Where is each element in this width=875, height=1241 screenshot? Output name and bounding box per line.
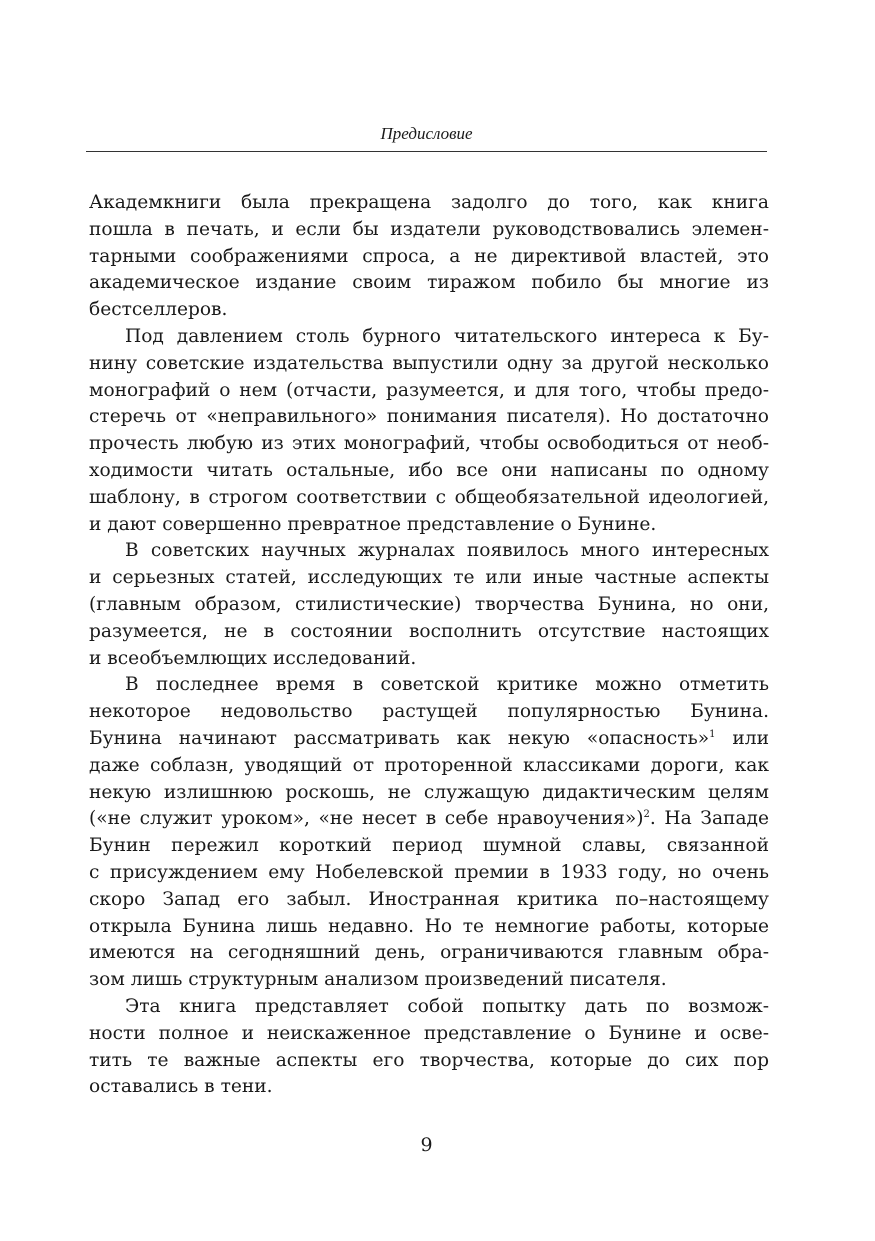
text-line-content: открыла Бунина лишь недавно. Но те немногие работы, которые (89, 915, 769, 937)
text-line-content: прочесть любую из этих монографий, чтобы освободиться от необ- (89, 433, 769, 455)
text-line-content: некую излишнюю роскошь, не служащую дидактическим целям (89, 781, 769, 803)
text-line-content: и всеобъемлющих исследований. (89, 647, 417, 669)
text-line (89, 887, 769, 914)
running-title: Предисловие (380, 124, 473, 143)
text-line-tail: или (715, 727, 769, 749)
text-line (89, 324, 769, 351)
text-line (89, 914, 769, 941)
text-line-content: (главным образом, стилистические) творчества Бунина, но они, (89, 593, 769, 615)
text-line (89, 1048, 769, 1075)
text-line-content: В советских научных журналах появилось много интересных (125, 540, 769, 562)
text-line (89, 753, 769, 780)
text-line-content: зом лишь структурным анализом произведений писателя. (89, 969, 667, 991)
text-line-content: Под давлением столь бурного читательского интереса к Бу- (125, 325, 769, 347)
text-line-content: тарными соображениями спроса, а не директивой властей, это (89, 245, 769, 267)
text-line-content: Бунина начинают рассматривать как некую «опасность» (89, 727, 710, 749)
footnote-marker: 1 (709, 728, 716, 740)
text-line-content: нину советские издательства выпустили одну за другой несколько (89, 352, 769, 374)
text-line-content: и серьезных статей, исследующих те или иные частные аспекты (89, 567, 769, 589)
text-line-content: некоторое недовольство растущей популярностью Бунина. (89, 701, 769, 723)
text-line (89, 646, 769, 673)
text-line-content: Эта книга представляет собой попытку дать по возмож- (125, 995, 769, 1017)
text-line (89, 726, 769, 753)
text-line-content: ности полное и неискаженное представление о Бунине и осве- (89, 1022, 769, 1044)
text-line-content: Академкниги была прекращена задолго до того, как книга (89, 192, 769, 213)
text-line (89, 994, 769, 1021)
text-line (89, 1074, 769, 1101)
text-line-content: и дают совершенно превратное представление о Бунине. (89, 513, 657, 535)
text-line (89, 619, 769, 646)
text-line-content: В последнее время в советской критике можно отметить (125, 674, 769, 696)
text-line (89, 699, 769, 726)
text-line (89, 512, 769, 539)
body-text (89, 190, 769, 1101)
text-line (89, 538, 769, 565)
text-line-content: пошла в печать, и если бы издатели руководствовались элемен- (89, 218, 769, 240)
text-line (89, 431, 769, 458)
text-line (89, 1021, 769, 1048)
text-line-content: шаблону, в строгом соответствии с общеобязательной идеологией, (89, 486, 769, 508)
text-line (89, 940, 769, 967)
text-line-content: («не служит уроком», «не несет в себе нравоучения») (89, 808, 644, 830)
text-line (89, 404, 769, 431)
text-line (89, 351, 769, 378)
text-line-content: скоро Запад его забыл. Иностранная критика по–настоящему (89, 888, 769, 910)
text-line (89, 780, 769, 807)
text-line (89, 672, 769, 699)
text-line-content: монографий о нем (отчасти, разумеется, и для того, чтобы предо- (89, 379, 769, 401)
text-line-content: бестселлеров. (89, 299, 228, 321)
text-line (89, 270, 769, 297)
text-line-content: Бунин пережил короткий период шумной славы, связанной (89, 835, 769, 857)
text-line (89, 833, 769, 860)
text-line-content: разумеется, не в состоянии восполнить отсутствие настоящих (89, 620, 769, 642)
footnote-marker: 2 (643, 809, 650, 821)
text-line-content: ходимости читать остальные, ибо все они написаны по одному (89, 459, 769, 481)
text-line (89, 860, 769, 887)
text-line-content: стеречь от «неправильного» понимания писателя). Но достаточно (89, 406, 769, 428)
text-line (89, 297, 769, 324)
text-line (89, 217, 769, 244)
text-line-content: имеются на сегодняшний день, ограничиваются главным обра- (89, 942, 769, 964)
text-line (89, 378, 769, 405)
text-line-tail: . На Западе (649, 808, 769, 830)
text-line-content: оставались в тени. (89, 1076, 273, 1098)
text-line (89, 565, 769, 592)
text-line-content: с присуждением ему Нобелевской премии в 1933 году, но очень (89, 861, 769, 883)
text-line-content: даже соблазн, уводящий от проторенной классиками дороги, как (89, 754, 769, 776)
header-rule (86, 151, 767, 152)
text-line (89, 967, 769, 994)
text-line (89, 244, 769, 271)
text-line-content: академическое издание своим тиражом побило бы многие из (89, 272, 769, 294)
text-line (89, 592, 769, 619)
text-line (89, 806, 769, 833)
text-line (89, 190, 769, 217)
text-line-content: тить те важные аспекты его творчества, которые до сих пор (89, 1049, 769, 1071)
text-line (89, 458, 769, 485)
text-line (89, 485, 769, 512)
page-number: 9 (420, 1134, 433, 1156)
